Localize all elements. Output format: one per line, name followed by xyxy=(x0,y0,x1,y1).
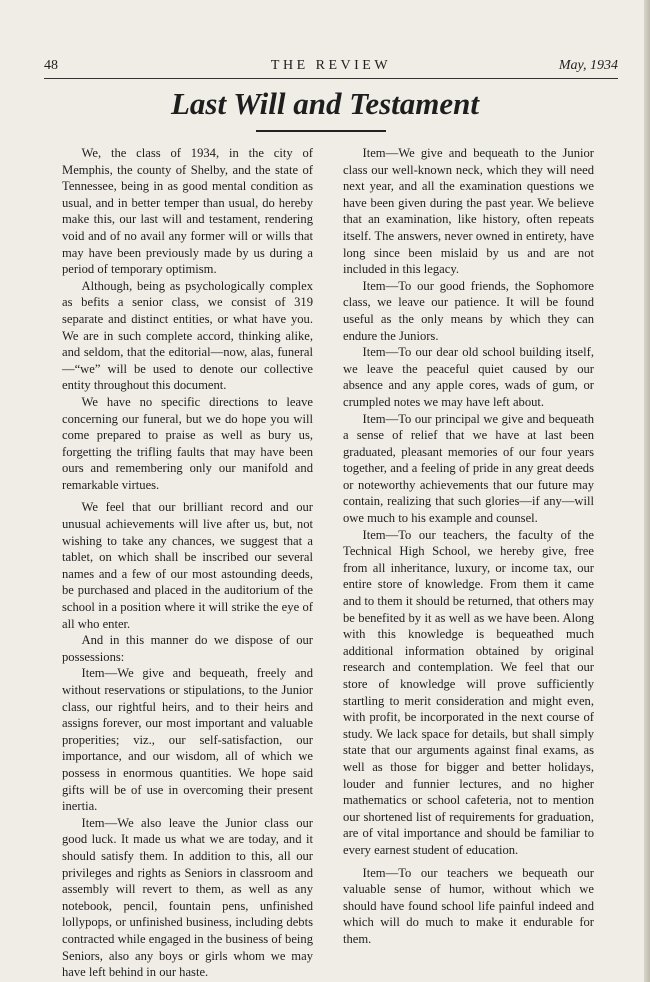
article-title: Last Will and Testament xyxy=(170,86,480,121)
paragraph: Item—To our principal we give and bequeath a sense of relief that we have at last been graduated, pleasant memories of our four years together, and a feeling of pride in any great deeds or noteworthy achievements that our future may contain, realizing that such glories—if any—will owe much to his example and counsel. xyxy=(343,411,594,526)
header-rule xyxy=(44,78,618,79)
paragraph: Item—To our teachers we bequeath our valuable sense of humor, without which we should have found school life painful indeed and which will do much to make it endurable for them. xyxy=(343,865,594,946)
paragraph: And in this manner do we dispose of our possessions: xyxy=(62,633,313,664)
paragraph: We, the class of 1934, in the city of Memphis, the county of Shelby, and the state of Tennessee, being in as good mental condition as usual, and in better temper than usual, do hereby make this, our last will and testament, rendering void and of no avail any former will or wills that may have been previously made by us during a period of temporary optimism. xyxy=(62,146,313,277)
paragraph: Item—We give and bequeath, freely and without reservations or stipulations, to the Junior class, our rightful heirs, and to their heirs and assigns forever, our most important and valuable properities; viz., our self-satisfaction, our importance, and our wisdom, all of which we possess in enormous quantities. We hope said gifts will be of use in overcoming their present inertia. xyxy=(62,666,313,814)
paragraph: Although, being as psychologically complex as befits a senior class, we consist of 319 separate and distinct entities, or what have you. We are in such complete accord, thinking alike, and seldom, that the editorial—now, alas, funeral—“we” will be used to denote our collective entity throughout this document. xyxy=(62,278,313,393)
right-column xyxy=(343,145,594,948)
page-number: 48 xyxy=(44,58,58,73)
paragraph: Item—To our dear old school building itself, we leave the peaceful quiet caused by our absence and any apple cores, wads of gum, or crumpled notes we may have left about. xyxy=(343,345,594,409)
paragraph: We feel that our brilliant record and our unusual achievements will live after us, but, not wishing to take any chances, we suggest that a tablet, on which shall be inscribed our several names and a few of our most astounding deeds, be purchased and placed in the auditorium of the school in a position where it will strike the eye of all who enter. xyxy=(62,500,313,631)
running-header xyxy=(44,58,618,76)
page-edge xyxy=(644,0,650,982)
paragraph: Item—To our good friends, the Sophomore class, we leave our patience. It will be found useful as the only means by which they can endure the Juniors. xyxy=(343,278,594,343)
publication-title: THE REVIEW xyxy=(270,58,392,73)
left-column xyxy=(62,145,313,981)
title-rule xyxy=(256,130,386,132)
issue-date: May, 1934 xyxy=(558,58,618,73)
paragraph: We have no specific directions to leave concerning our funeral, but we do hope you will come prepared to praise as well as bury us, forgetting the trifling faults that may have been ours and remembering only our manifold and remarkable virtues. xyxy=(62,394,313,492)
paragraph: Item—We give and bequeath to the Junior class our well-known neck, which they will need next year, and all the examination questions we have been given during the past year. We believe that an examination, like history, often repeats itself. The answers, never owned in entirety, have long since been mislaid by us and are not included in this legacy. xyxy=(343,146,594,277)
paragraph: Item—To our teachers, the faculty of the Technical High School, we hereby give, free from all inheritance, luxury, or income tax, our entire store of knowledge. From them it came and to them it should be returned, that others may be benefited by it as well as we have been. Along with this knowledge is bequeathed much additional information obtained by original research and contemplation. We feel that our store of knowledge will prove sufficiently startling to merit consideration and might even, with profit, be incorporated in the next course of study. We lack space for details, but shall simply state that our arguments against final exams, as well as those for bigger and better holidays, louder and funnier lectures, and no higher mathematics or school cafeteria, not to mention our shortened list of requirements for graduation, are of vital importance and should be familiar to every earnest student of education. xyxy=(343,527,594,857)
paragraph: Item—We also leave the Junior class our good luck. It made us what we are today, and it should satisfy them. In addition to this, all our privileges and rights as Seniors in classroom and assembly will revert to them, as well as any notebook, pencil, fountain pens, unfinished lollypops, or unfinished business, including debts contracted while engaged in the business of being Seniors, also any boys or girls whom we may have left behind in our haste. xyxy=(62,815,313,980)
